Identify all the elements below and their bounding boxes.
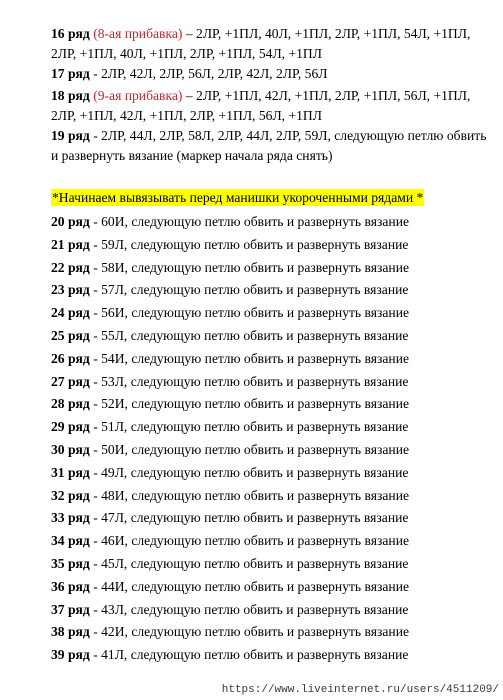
row-label: 39 ряд [51, 647, 90, 663]
short-row-line [51, 304, 409, 322]
paragraph-row-16 [51, 24, 491, 64]
row-label: 28 ряд [51, 396, 90, 412]
paragraph-row-19 [51, 126, 491, 166]
short-rows-highlight: *Начинаем вывязывать перед манишки укороченными рядами * [52, 190, 424, 205]
row-label: 33 ряд [51, 510, 90, 526]
short-row-line [51, 441, 409, 459]
increase-note: (8-ая прибавка) [93, 26, 183, 41]
row-instructions: - 50И, следующую петлю обвить и развернуть вязание [89, 442, 410, 457]
short-row-line [51, 395, 409, 413]
row-instructions: - 41Л, следующую петлю обвить и развернуть вязание [89, 647, 409, 663]
short-row-line [51, 487, 409, 505]
row-instructions: - 55Л, следующую петлю обвить и развернуть вязание [89, 328, 409, 343]
row-label: 36 ряд [51, 578, 90, 594]
row-label: 18 ряд [51, 88, 90, 103]
row-label: 24 ряд [51, 305, 90, 321]
short-row-line [51, 327, 408, 345]
row-label: 22 ряд [51, 259, 90, 275]
row-instructions: - 2ЛР, 44Л, 2ЛР, 58Л, 2ЛР, 44Л, 2ЛР, 59Л, следующую петлю обвить и развернуть вязание (маркер начала ряда снять) [51, 128, 487, 163]
row-label: 37 ряд [51, 601, 90, 617]
row-label: 35 ряд [51, 556, 90, 571]
short-row-line [51, 350, 409, 368]
row-instructions: - 54И, следующую петлю обвить и развернуть вязание [89, 350, 410, 366]
row-instructions: - 44И, следующую петлю обвить и развернуть вязание [89, 578, 410, 594]
row-label: 25 ряд [51, 328, 90, 343]
row-instructions: - 56И, следующую петлю обвить и развернуть вязание [89, 305, 410, 321]
row-label: 30 ряд [51, 442, 90, 457]
row-instructions: - 45Л, следующую петлю обвить и развернуть вязание [89, 556, 409, 571]
row-instructions: - 42И, следующую петлю обвить и развернуть вязание [89, 624, 410, 640]
row-label: 21 ряд [51, 236, 90, 252]
short-row-line [51, 259, 409, 277]
short-row-line [51, 601, 408, 619]
row-label: 34 ряд [51, 533, 90, 549]
row-instructions: - 49Л, следующую петлю обвить и развернуть вязание [89, 464, 409, 480]
short-row-line [51, 578, 409, 596]
row-label: 26 ряд [51, 350, 90, 366]
short-row-line [51, 418, 408, 436]
row-label: 17 ряд [51, 66, 90, 81]
row-label: 31 ряд [51, 464, 90, 480]
row-instructions: - 43Л, следующую петлю обвить и развернуть вязание [89, 601, 409, 617]
paragraph-row-18 [51, 86, 491, 126]
row-label: 20 ряд [51, 214, 90, 229]
short-row-line [51, 373, 408, 391]
row-instructions: - 60И, следующую петлю обвить и развернуть вязание [89, 214, 410, 229]
row-instructions: - 53Л, следующую петлю обвить и развернуть вязание [89, 373, 409, 389]
row-label: 38 ряд [51, 624, 90, 640]
row-instructions: - 52И, следующую петлю обвить и развернуть вязание [89, 396, 410, 412]
watermark-url: https://www.liveinternet.ru/users/4511209/ [221, 684, 499, 696]
row-instructions: - 57Л, следующую петлю обвить и развернуть вязание [89, 282, 409, 298]
row-instructions: - 51Л, следующую петлю обвить и развернуть вязание [89, 419, 409, 435]
row-instructions: – 2ЛР, +1ПЛ, 40Л, +1ПЛ, 2ЛР, +1ПЛ, 54Л, +1ПЛ, 2ЛР, +1ПЛ, 40Л, +1ПЛ, 2ЛР, +1ПЛ, 54Л, +1ПЛ [51, 26, 471, 61]
row-label: 16 ряд [51, 26, 90, 41]
row-label: 19 ряд [51, 128, 90, 143]
row-label: 29 ряд [51, 419, 90, 435]
short-row-line [51, 555, 408, 573]
row-label: 32 ряд [51, 487, 90, 503]
short-row-line [51, 213, 409, 231]
row-instructions: - 48И, следующую петлю обвить и развернуть вязание [89, 487, 410, 503]
short-row-line [51, 464, 408, 482]
short-row-line [51, 281, 408, 299]
increase-note: (9-ая прибавка) [93, 88, 183, 103]
short-row-line [51, 509, 408, 527]
row-label: 23 ряд [51, 282, 90, 298]
row-instructions: – 2ЛР, +1ПЛ, 42Л, +1ПЛ, 2ЛР, +1ПЛ, 56Л, +1ПЛ, 2ЛР, +1ПЛ, 42Л, +1ПЛ, 2ЛР, +1ПЛ, 56Л, +1ПЛ [51, 88, 471, 123]
row-instructions: - 2ЛР, 42Л, 2ЛР, 56Л, 2ЛР, 42Л, 2ЛР, 56Л [89, 66, 328, 81]
row-instructions: - 47Л, следующую петлю обвить и развернуть вязание [89, 510, 409, 526]
row-instructions: - 58И, следующую петлю обвить и развернуть вязание [89, 259, 410, 275]
row-label: 27 ряд [51, 373, 90, 389]
short-row-line [51, 532, 409, 550]
row-instructions: - 59Л, следующую петлю обвить и развернуть вязание [89, 236, 409, 252]
short-row-line [51, 646, 408, 664]
paragraph-row-17 [51, 64, 491, 84]
short-row-line [51, 623, 409, 641]
row-instructions: - 46И, следующую петлю обвить и развернуть вязание [89, 533, 410, 549]
short-row-line [51, 236, 408, 254]
